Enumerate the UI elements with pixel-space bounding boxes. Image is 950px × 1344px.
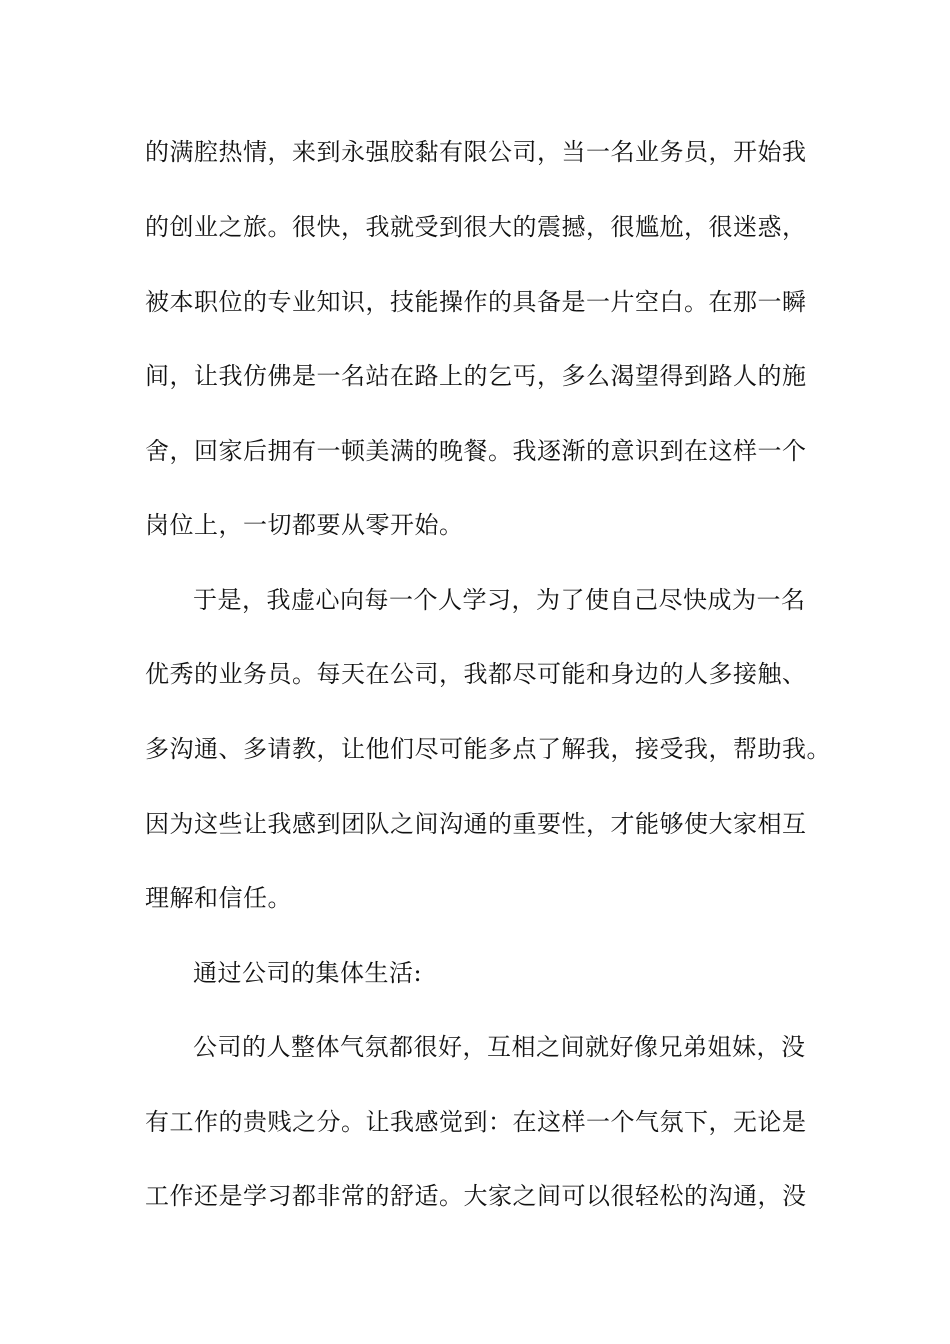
text-line: 被本职位的专业知识，技能操作的具备是一片空白。在那一瞬 [145, 288, 807, 316]
text-line: 舍，回家后拥有一顿美满的晚餐。我逐渐的意识到在这样一个 [145, 437, 807, 465]
text-line: 间，让我仿佛是一名站在路上的乞丐，多么渴望得到路人的施 [145, 362, 807, 390]
paragraph-first-line: 于是，我虚心向每一个人学习，为了使自己尽快成为一名 [193, 586, 806, 614]
section-heading: 通过公司的集体生活: [193, 959, 423, 987]
text-line: 工作还是学习都非常的舒适。大家之间可以很轻松的沟通，没 [145, 1182, 807, 1210]
paragraph-first-line: 公司的人整体气氛都很好，互相之间就好像兄弟姐妹，没 [193, 1033, 806, 1061]
text-line: 的创业之旅。很快，我就受到很大的震撼，很尴尬，很迷惑， [145, 213, 807, 241]
text-line: 多沟通、多请教，让他们尽可能多点了解我，接受我，帮助我。 [145, 735, 831, 763]
text-line: 的满腔热情，来到永强胶黏有限公司，当一名业务员，开始我 [145, 138, 807, 166]
text-line: 优秀的业务员。每天在公司，我都尽可能和身边的人多接触、 [145, 660, 807, 688]
text-line: 岗位上，一切都要从零开始。 [145, 511, 464, 539]
text-line: 理解和信任。 [145, 884, 292, 912]
text-line: 因为这些让我感到团队之间沟通的重要性，才能够使大家相互 [145, 810, 807, 838]
text-line: 有工作的贵贱之分。让我感觉到：在这样一个气氛下，无论是 [145, 1108, 807, 1136]
